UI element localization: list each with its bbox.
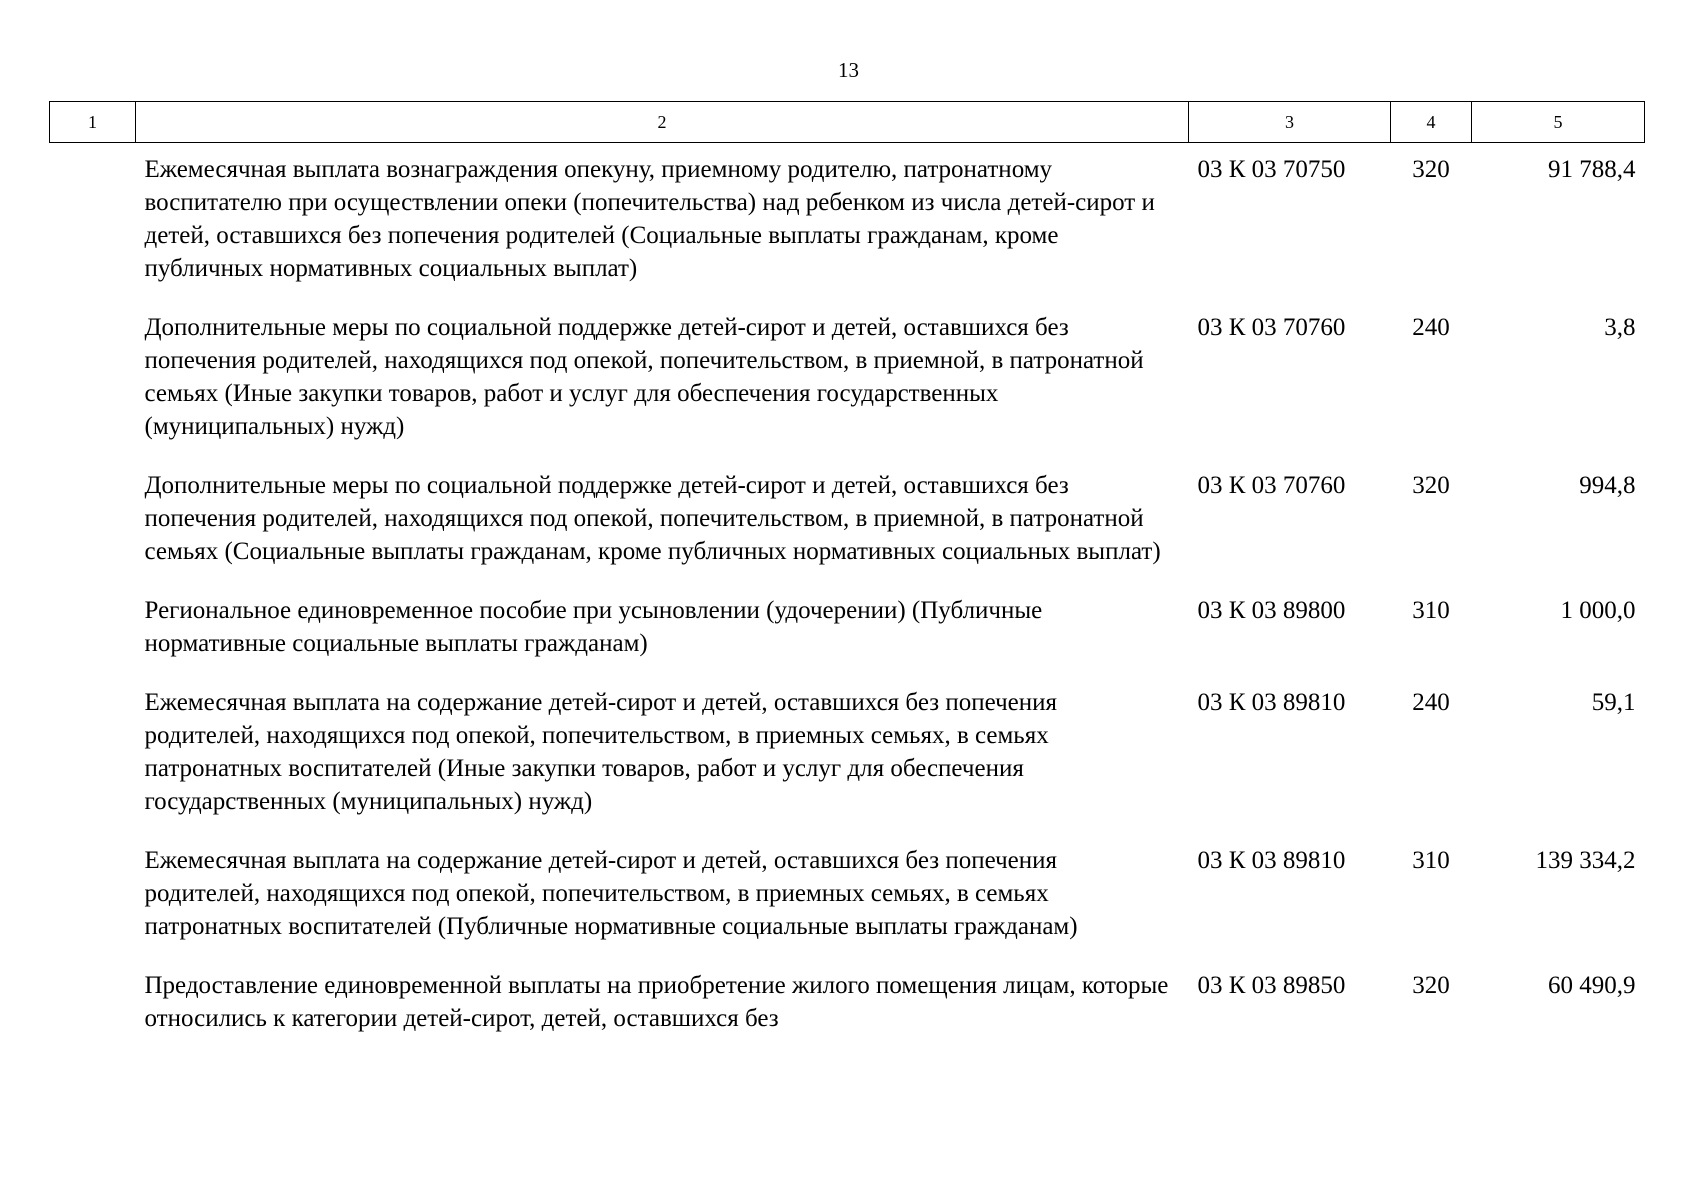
column-header-2: 2 — [136, 102, 1189, 143]
row-amount: 994,8 — [1579, 472, 1636, 499]
row-expense-type: 320 — [1412, 156, 1450, 183]
row-target-code: 03 К 03 89810 — [1197, 689, 1346, 716]
row-amount: 1 000,0 — [1560, 597, 1636, 624]
row-description: Ежемесячная выплата на содержание детей-сирот и детей, оставшихся без попечения родителей, находящихся под опекой, попечительством, в приемных семьях, в семьях патронатных воспитателей (Иные закупки товаров, работ и услуг для обеспечения государственных (муниципальных) нужд) — [144, 689, 1057, 815]
row-description: Региональное единовременное пособие при усыновлении (удочерении) (Публичные нормативные социальные выплаты гражданам) — [144, 597, 1043, 657]
row-amount: 3,8 — [1604, 314, 1636, 341]
table-row — [50, 143, 1645, 300]
table-row — [50, 957, 1645, 1049]
column-header-4: 4 — [1391, 102, 1472, 143]
row-amount: 60 490,9 — [1548, 972, 1636, 999]
row-target-code: 03 К 03 89810 — [1197, 847, 1346, 874]
row-expense-type: 320 — [1412, 972, 1450, 999]
row-target-code: 03 К 03 70760 — [1197, 314, 1346, 341]
row-amount: 59,1 — [1591, 689, 1636, 716]
row-number-cell — [50, 582, 136, 674]
row-number-cell — [50, 299, 136, 457]
row-amount: 91 788,4 — [1548, 156, 1636, 183]
row-target-code: 03 К 03 89850 — [1197, 972, 1346, 999]
row-target-code: 03 К 03 89800 — [1197, 597, 1346, 624]
table-header — [50, 102, 1645, 143]
row-number-cell — [50, 674, 136, 832]
table-body — [50, 143, 1645, 1050]
page-number: 13 — [838, 58, 859, 82]
row-description: Дополнительные меры по социальной поддержке детей-сирот и детей, оставшихся без попечения родителей, находящихся под опекой, попечительством, в приемной, в патронатной семьях (Иные закупки товаров, работ и услуг для обеспечения государственных (муниципальных) нужд) — [144, 314, 1144, 440]
row-target-code: 03 К 03 70760 — [1197, 472, 1346, 499]
table-row — [50, 674, 1645, 832]
table-row — [50, 832, 1645, 957]
row-expense-type: 240 — [1412, 689, 1450, 716]
row-number-cell — [50, 143, 136, 300]
row-target-code: 03 К 03 70750 — [1197, 156, 1346, 183]
budget-table — [49, 101, 1645, 1049]
row-description: Ежемесячная выплата вознаграждения опекуну, приемному родителю, патронатному воспитателю при осуществлении опеки (попечительства) над ребенком из числа детей-сирот и детей, оставшихся без попечения родителей (Социальные выплаты гражданам, кроме публичных нормативных социальных выплат) — [144, 156, 1155, 282]
row-description: Предоставление единовременной выплаты на приобретение жилого помещения лицам, которые относились к категории детей-сирот, детей, оставшихся без — [144, 972, 1169, 1032]
table-row — [50, 299, 1645, 457]
table-row — [50, 457, 1645, 582]
header-row — [50, 102, 1645, 143]
row-expense-type: 310 — [1412, 847, 1450, 874]
column-header-5: 5 — [1472, 102, 1645, 143]
column-header-3: 3 — [1189, 102, 1391, 143]
row-number-cell — [50, 832, 136, 957]
row-description: Дополнительные меры по социальной поддержке детей-сирот и детей, оставшихся без попечения родителей, находящихся под опекой, попечительством, в приемной, в патронатной семьях (Социальные выплаты гражданам, кроме публичных нормативных социальных выплат) — [144, 472, 1161, 565]
row-amount: 139 334,2 — [1535, 847, 1636, 874]
row-number-cell — [50, 957, 136, 1049]
row-expense-type: 240 — [1412, 314, 1450, 341]
column-header-1: 1 — [50, 102, 136, 143]
row-expense-type: 310 — [1412, 597, 1450, 624]
row-number-cell — [50, 457, 136, 582]
row-expense-type: 320 — [1412, 472, 1450, 499]
table-row — [50, 582, 1645, 674]
row-description: Ежемесячная выплата на содержание детей-сирот и детей, оставшихся без попечения родителей, находящихся под опекой, попечительством, в приемных семьях, в семьях патронатных воспитателей (Публичные нормативные социальные выплаты гражданам) — [144, 847, 1078, 940]
